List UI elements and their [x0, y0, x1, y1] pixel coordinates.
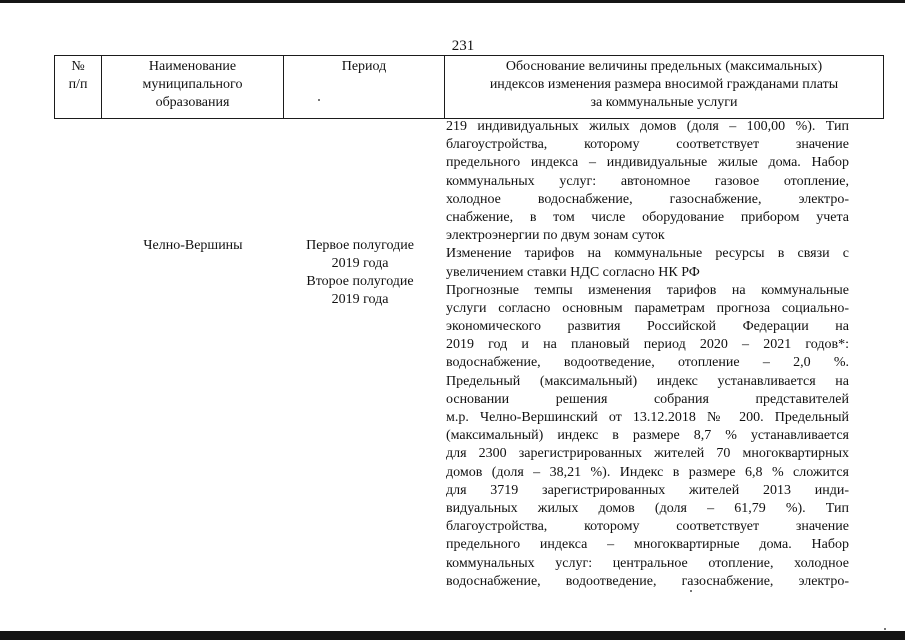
scan-speck: [884, 628, 886, 630]
period-cell: [290, 237, 430, 309]
justification-line: благоустройства, которому соответствует значение: [446, 519, 849, 535]
period-line: 2019 года: [331, 292, 389, 307]
municipality-name: Челно-Вершины: [143, 238, 243, 253]
scan-edge-top: [0, 0, 905, 3]
justification-line: Предельный (максимальный) индекс устанавливается на: [446, 373, 849, 389]
period-line: 2019 года: [331, 256, 389, 271]
justification-line: экономического развития Российской Федерации на: [446, 319, 849, 335]
header-period-cell: [284, 56, 445, 119]
justification-line: электроэнергии по двум зонам суток: [446, 228, 665, 244]
justification-line: коммунальных услуг: автономное газовое отопление,: [446, 173, 849, 189]
justification-line: благоустройства, которому соответствует значение: [446, 137, 849, 153]
header-municipality-text: Наименование муниципального образования: [142, 59, 243, 110]
justification-line: для 2300 зарегистрированных жителей 70 многоквартирных: [446, 446, 849, 462]
justification-line: коммунальных услуг: центральное отопление, холодное: [446, 555, 849, 571]
justification-line: домов (доля – 38,21 %). Индекс в размере 6,8 % сложится: [446, 464, 849, 480]
justification-line: Прогнозные темпы изменения тарифов на коммунальные: [446, 282, 849, 298]
justification-line: для 3719 зарегистрированных жителей 2013 инди-: [446, 482, 849, 498]
page-number: 231: [451, 38, 475, 54]
header-justification-text: Обоснование величины предельных (максимальных) индексов изменения размера вносимой гражданами платы за коммунальные услуги: [489, 59, 839, 110]
justification-line: основании решения собрания представителей: [446, 391, 849, 407]
justification-line: 2019 год и на плановый период 2020 – 2021 годов*:: [446, 337, 849, 353]
scan-speck: [318, 99, 320, 101]
header-number-text: № п/п: [68, 59, 88, 92]
header-row: [55, 56, 884, 119]
justification-line: услуги согласно основным параметрам прогноза социально-: [446, 300, 849, 316]
period-line: Второе полугодие: [306, 274, 414, 289]
justification-line: водоснабжение, водоотведение, отопление – 2,0 %.: [446, 355, 849, 371]
justification-line: предельного индекса – индивидуальные жилые дома. Набор: [446, 155, 849, 171]
justification-text: [446, 118, 849, 591]
header-period-text: Период: [341, 59, 387, 74]
scan-speck: [690, 590, 692, 592]
scan-edge-bottom: [0, 631, 905, 640]
justification-line: водоснабжение, водоотведение, газоснабжение, электро-: [446, 573, 849, 589]
header-municipality-cell: [102, 56, 284, 119]
justification-line: 219 индивидуальных жилых домов (доля – 100,00 %). Тип: [446, 119, 849, 134]
table-header: [54, 55, 884, 119]
justification-line: видуальных жилых домов (доля – 61,79 %). Тип: [446, 500, 849, 516]
justification-line: Изменение тарифов на коммунальные ресурсы в связи с: [446, 246, 849, 262]
justification-line: снабжение, в том числе оборудование прибором учета: [446, 209, 849, 225]
justification-line: холодное водоснабжение, газоснабжение, электро-: [446, 191, 849, 207]
header-justification-cell: [445, 56, 884, 119]
period-line: Первое полугодие: [306, 238, 414, 253]
header-number-cell: [55, 56, 102, 119]
justification-line: предельного индекса – многоквартирные дома. Набор: [446, 537, 849, 553]
justification-line: (максимальный) индекс в размере 8,7 % устанавливается: [446, 428, 849, 444]
justification-line: увеличением ставки НДС согласно НК РФ: [446, 264, 700, 280]
justification-line: м.р. Челно-Вершинский от 13.12.2018 № 200. Предельный: [446, 410, 849, 425]
